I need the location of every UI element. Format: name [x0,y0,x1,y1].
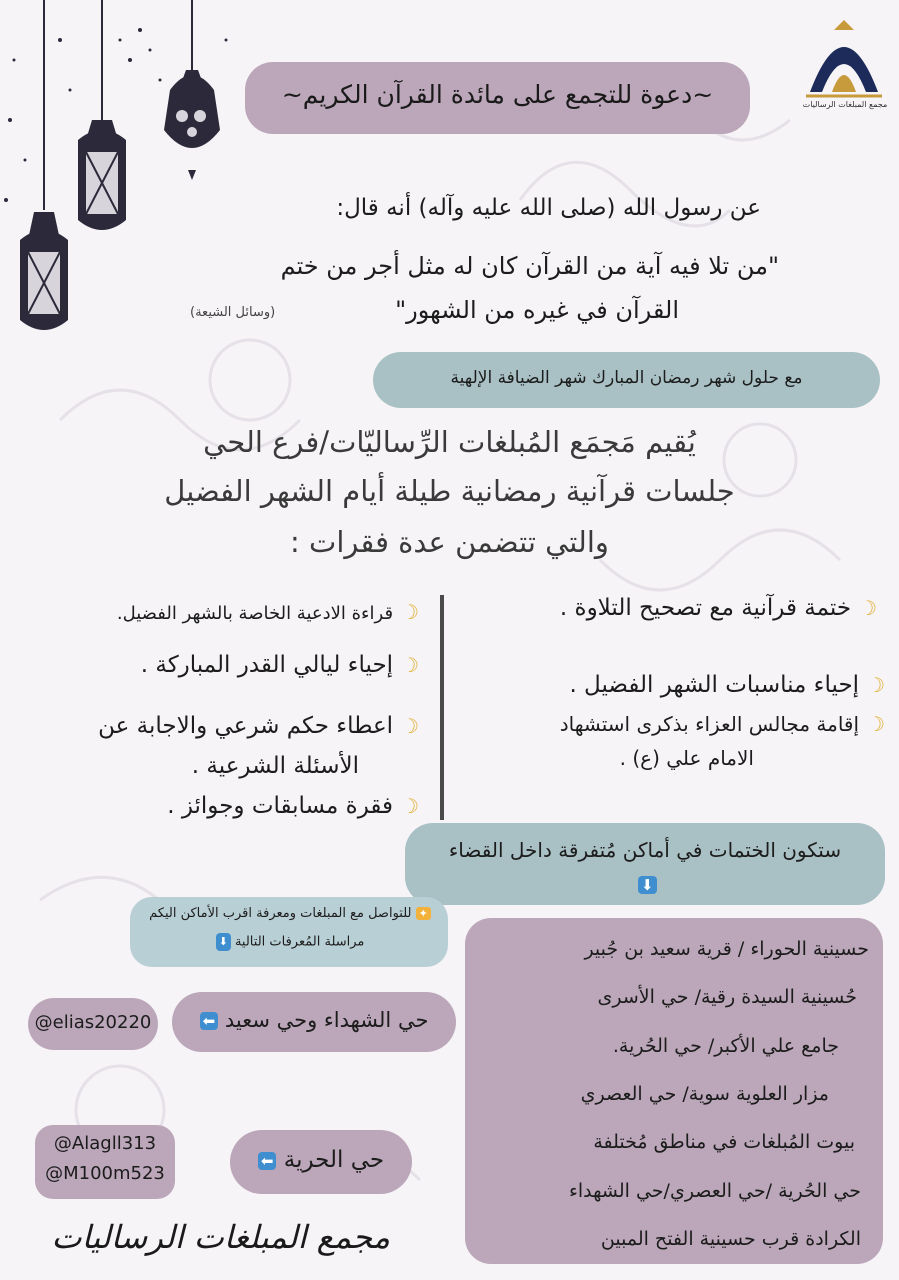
location-item: حُسينية السيدة رقية/ حي الأسرى [597,986,857,1008]
handle-alagll[interactable]: @Alagll313 [53,1133,157,1154]
handle-elias[interactable]: @elias20220 [34,1012,152,1033]
announcement-line-3: والتي تتضمن عدة فقرات : [290,525,609,559]
left-arrow-icon: ⬅ [200,1012,219,1030]
announcement-line-1: يُقيم مَجمَع المُبلغات الرِّساليّات/فرع الحي [203,425,696,459]
area-hurriya: حي الحرية ⬅ [230,1147,412,1173]
item-qadr-nights: ☽إحياء ليالي القدر المباركة . [140,652,419,678]
location-item: حي الحُرية /حي العصري/حي الشهداء [568,1180,861,1202]
announcement-line-2: جلسات قرآنية رمضانية طيلة أيام الشهر الفضيل [164,474,735,508]
crescent-icon: ☽ [859,596,877,620]
item-supplications: ☽قراءة الادعية الخاصة بالشهر الفضيل. [116,600,419,624]
hadith-source: (وسائل الشيعة) [190,305,276,320]
location-item: حسينية الحوراء / قرية سعيد بن جُبير [584,938,869,960]
footer-signature: مجمع المبلغات الرساليات [51,1218,390,1256]
lanterns-decoration [0,0,240,350]
contact-line-1: ✦ للتواصل مع المبلغات ومعرفة اقرب الأماكن اليكم [140,906,440,921]
down-arrow-icon: ⬇ [638,874,657,894]
location-item: جامع علي الأكبر/ حي الحُرية. [612,1035,839,1057]
item-competitions: ☽فقرة مسابقات وجوائز . [167,793,419,819]
item-mourning-gatherings: ☽إقامة مجالس العزاء بذكرى استشهاد [559,712,885,736]
page-title: ~دعوة للتجمع على مائدة القرآن الكريم~ [281,80,714,109]
crescent-icon: ☽ [401,600,419,624]
location-item: مزار العلوية سوية/ حي العصري [580,1083,829,1105]
contact-line-2: مراسلة المُعرفات التالية ⬇ [140,933,440,951]
location-item: بيوت المُبلغات في مناطق مُختلفة [593,1131,855,1153]
left-arrow-icon: ⬅ [258,1152,277,1170]
highlight-icon: ✦ [416,907,431,920]
ramadan-banner-text: مع حلول شهر رمضان المبارك شهر الضيافة الإلهية [450,368,803,388]
crescent-icon: ☽ [401,653,419,677]
crescent-icon: ☽ [401,794,419,818]
location-item: الكرادة قرب حسينية الفتح المبين [600,1228,861,1250]
hadith-line-1: "من تلا فيه آية من القرآن كان له مثل أجر من ختم [280,252,779,280]
hadith-line-2: القرآن في غيره من الشهور" [395,296,679,324]
hadith-intro: عن رسول الله (صلى الله عليه وآله) أنه قال: [336,195,761,221]
crescent-icon: ☽ [867,673,885,697]
item-mourning-gatherings-cont: الامام علي (ع) . [619,746,754,770]
crescent-icon: ☽ [867,712,885,736]
handle-m100m[interactable]: @M100m523 [45,1163,165,1184]
item-ramadan-occasions: ☽إحياء مناسبات الشهر الفضيل . [569,672,885,698]
item-sharia-answers-cont: الأسئلة الشرعية . [191,753,359,779]
item-sharia-answers: ☽اعطاء حكم شرعي والاجابة عن [98,713,419,739]
crescent-icon: ☽ [401,714,419,738]
organization-logo [802,14,886,126]
item-quran-khatma: ☽ختمة قرآنية مع تصحيح التلاوة . [559,595,877,621]
area-shuhada: حي الشهداء وحي سعيد ⬅ [172,1008,456,1032]
column-divider [440,595,444,820]
locations-banner-text: ستكون الختمات في أماكن مُتفرقة داخل القضاء [448,838,842,862]
logo-caption: مجمع المبلغات الرساليات [802,100,888,109]
down-arrow-icon: ⬇ [216,933,231,951]
